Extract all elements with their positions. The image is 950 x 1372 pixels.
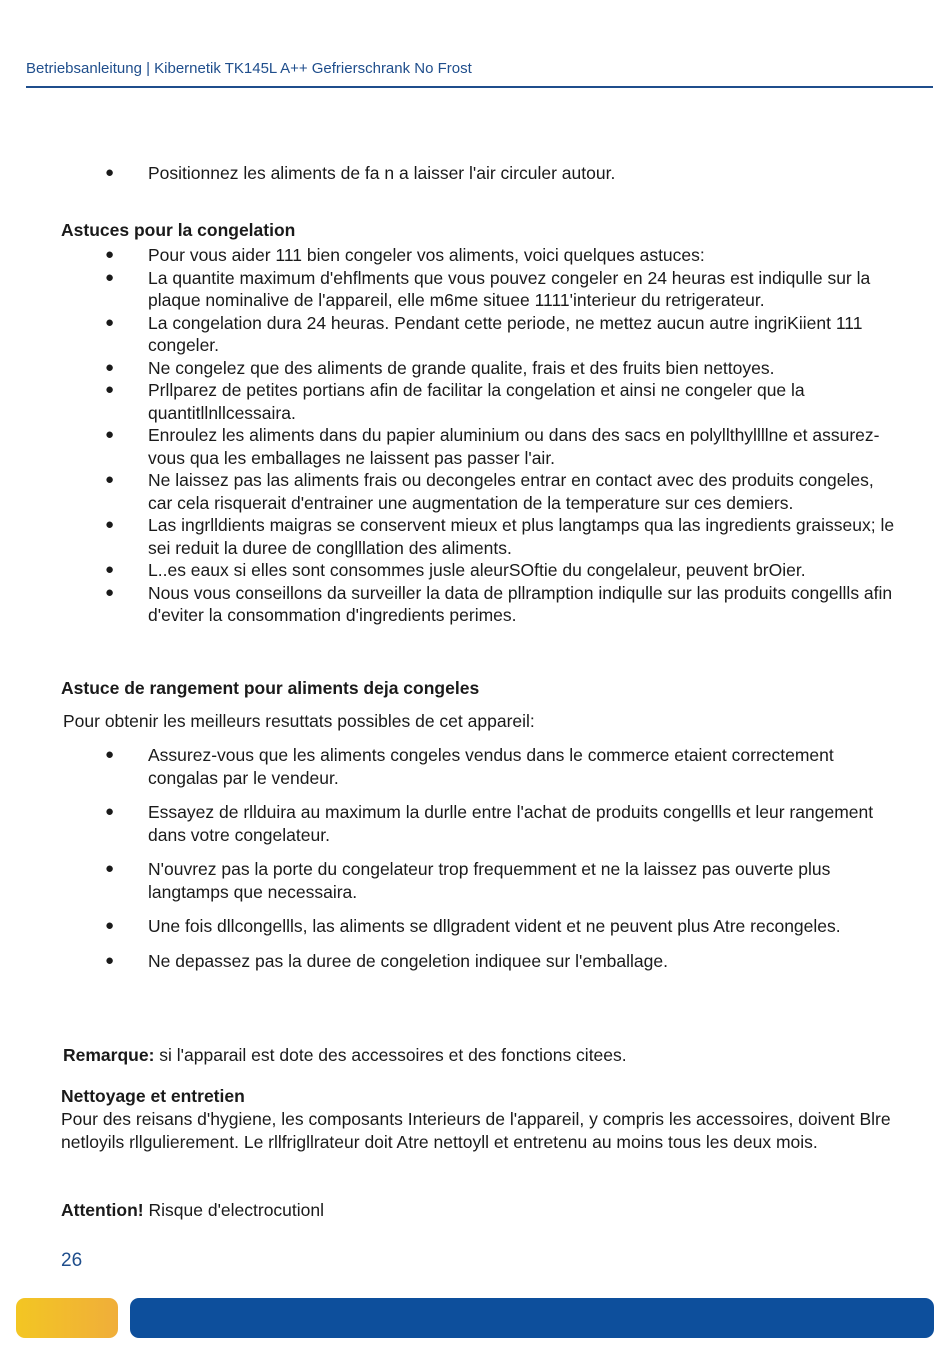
list-item: ● Ne congelez que des aliments de grande qualite, frais et des fruits bien nettoyes. — [105, 357, 775, 378]
bullet-icon: ● — [105, 917, 115, 934]
remark-text: si l'apparail est dote des accessoires et des fonctions citees. — [159, 1045, 627, 1065]
bullet-icon: ● — [105, 561, 115, 578]
bullet-icon: ● — [105, 246, 115, 263]
bullet-icon: ● — [105, 803, 115, 820]
remark-label: Remarque: — [63, 1045, 155, 1065]
page-number: 26 — [61, 1250, 83, 1271]
list-item: ● Assurez-vous que les aliments congeles vendus dans le commerce etaient correctement congalas par le vendeur. — [105, 745, 834, 788]
bullet-icon: ● — [105, 268, 115, 286]
list-item: ● Nous vous conseillons da surveiller la data de pllramption indiqulle sur las produits congellls afin d'eviter la consommation d'ingredients perimes. — [105, 582, 893, 625]
attention-paragraph — [61, 1199, 324, 1222]
rangement-tips-list — [61, 744, 901, 972]
list-item: ● Pour vous aider 111 bien congeler vos aliments, voici quelques astuces: — [105, 245, 705, 265]
list-item: ● Ne laissez pas las aliments frais ou decongeles entrar en contact avec des produits congeles, car cela risquerait d'entrainer une augmentation de la temperature sur ces demiers. — [105, 470, 874, 513]
remark-paragraph — [63, 1044, 627, 1067]
list-item: ● L..es eaux si elles sont consommes jusle aleurSOftie du congelaleur, peuvent brOier. — [105, 560, 806, 580]
header-divider — [26, 86, 933, 88]
section-heading-rangement: Astuce de rangement pour aliments deja congeles — [61, 678, 480, 698]
list-item: ● La congelation dura 24 heuras. Pendant cette periode, ne mettez aucun autre ingriKiient 111 congeler. — [105, 312, 863, 355]
list-item: ● Essayez de rllduira au maximum la durlle entre l'achat de produits congellls et leur rangement dans votre congelateur. — [105, 802, 874, 845]
section-heading-congelation: Astuces pour la congelation — [61, 220, 296, 240]
nettoyage-text: Pour des reisans d'hygiene, les composants Interieurs de l'appareil, y compris les accessoires, doivent Blre netloyils rllgulierement. Le rllfrigllrateur doit Atre nettoyll et entretenu au moins tous les deux mois. — [61, 1109, 891, 1152]
list-item: ● Une fois dllcongellls, las aliments se dllgradent vident et ne peuvent plus Atre recongeles. — [105, 916, 841, 936]
list-item: ● Ne depassez pas la duree de congeletion indiquee sur l'emballage. — [105, 950, 668, 971]
footer-accent-block — [16, 1298, 118, 1338]
intro-bullet-list — [61, 162, 901, 185]
list-item: ● Enroulez les aliments dans du papier aluminium ou dans des sacs en polyllthyllllne et assurez-vous qua les emballages ne laissent pas passer l'air. — [105, 425, 880, 468]
bullet-icon: ● — [105, 951, 115, 969]
list-item: ● Prllparez de petites portians afin de facilitar la congelation et ainsi ne congeler que la quantitllnllcessaira. — [105, 380, 805, 423]
bullet-icon: ● — [105, 313, 115, 331]
bullet-icon: ● — [105, 426, 115, 443]
rangement-intro: Pour obtenir les meilleurs resuttats possibles de cet appareil: — [63, 711, 535, 731]
section-heading-nettoyage: Nettoyage et entretien — [61, 1086, 245, 1106]
list-item: ● N'ouvrez pas la porte du congelateur trop frequemment et ne la laissez pas ouverte plus langtamps que necessaira. — [105, 859, 831, 902]
bullet-icon: ● — [105, 746, 115, 763]
bullet-icon: ● — [105, 381, 115, 398]
bullet-icon: ● — [105, 164, 115, 181]
list-item: ● La quantite maximum d'ehflments que vous pouvez congeler en 24 heuras est indiqulle sur la plaque nominalive de l'appareil, elle m6me situee 1111'interieur du retrigerateur. — [105, 267, 871, 310]
footer-bar — [130, 1298, 934, 1338]
bullet-icon: ● — [105, 860, 115, 877]
bullet-icon: ● — [105, 583, 115, 601]
attention-label: Attention! — [61, 1200, 144, 1220]
list-item: ● Positionnez les aliments de fa n a laisser l'air circuler autour. — [105, 163, 616, 183]
document-header: Betriebsanleitung | Kibernetik TK145L A++ Gefrierschrank No Frost — [26, 60, 472, 77]
bullet-icon: ● — [105, 471, 115, 488]
bullet-icon: ● — [105, 516, 115, 533]
congelation-tips-list — [61, 244, 901, 627]
attention-text: Risque d'electrocutionl — [148, 1200, 325, 1220]
bullet-icon: ● — [105, 358, 115, 376]
list-item: ● Las ingrlldients maigras se conservent mieux et plus langtamps qua las ingredients graisseux; le sei reduit la duree de conglllation des aliments. — [105, 515, 895, 558]
